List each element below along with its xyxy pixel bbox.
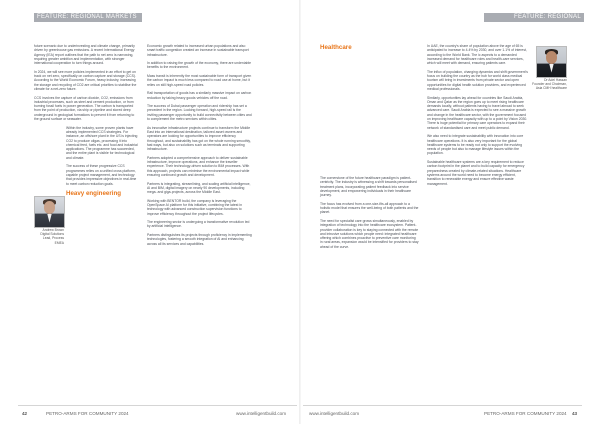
col2-paragraph: As innovative infrastructure projects continue to transform the Middle East into an international destination, tailored asset owners and operators are looking for opportunities to improve efficiency throughout, and sustainability has got on the whole running smoothly, fast ways, but also on solutions such as terminals and supporting infrastructure. <box>147 125 251 152</box>
caption-title: Digital Solutions Lead, Process EMEA <box>40 232 64 245</box>
column-3 <box>320 44 419 253</box>
footer-rule-left <box>18 405 297 406</box>
col2-paragraph: Mass transit is inherently the most sustainable form of transport given the carbon impact is much less compared to road use at home, but it relies on still high-speed road policies. <box>147 74 252 87</box>
col2-paragraph: Partners distinguishes its projects through proficiency in implementing technologies, fostering a smooth integration of AI and enhancing across all its services and capabilities. <box>147 233 252 246</box>
col3-paragraph: The need for specialist care grows simultaneously, enabled by integration of technology into the healthcare ecosystem. Patient-provider collaboration is key to staying connected with the remote and intrusive solutions which people need: integrated healthcare offering which combines proactive to preventive care monitoring in rural areas, expansion would be intensified for providers to stay ahead of the curve. <box>320 218 419 249</box>
col3-paragraph: The cornerstone of the future healthcare paradigm is patient-centricity. The industry is witnessing a shift towards personalised treatment plans, incorporating patient feedback into service development, and empowering individuals in their healthcare journey. <box>320 176 417 198</box>
col2-paragraph: The engineering sector is undergoing a transformative revolution led by artificial intelligence. <box>147 220 250 229</box>
left-url[interactable]: www.intelligentbuild.com <box>236 411 287 416</box>
footer-rule-right <box>303 405 582 406</box>
caption-name: Andrew Brown <box>42 228 64 232</box>
col2-paragraph: Working with BENTOR build, the company is leveraging the OpenSpace AI platform for this initiative, combining the latest in technology with advanced construction supervision functions to improve efficiency throughout the project lifecycles. <box>147 198 242 216</box>
left-page-number: 42 <box>22 411 28 416</box>
col4-paragraph: Sustainable healthcare systems are a key requirement to reduce carbon footprint in the planet and to build capacity for emergency preparedness created by climate-related situations. Healthcare systems around the world need to become energy efficient, transition to renewable energy and ensure effective waste management. <box>427 160 525 186</box>
col4-paragraph: We also need to integrate sustainability with innovation into core healthcare operations. It is also very important for the global healthcare systems to be ready not only to support the evolving needs of people but also to manage lifestyle issues within the population. <box>427 134 524 156</box>
col4-paragraph: In UAE, the country's share of population above the age of 65 is anticipated to increase to 4.4% by 2030, and over 1.1% of interest, according to the World Bank. The ic aspects to a demanded increased demand for healthcare roles and health-care services, which will meet with demand, ensuring patients care. <box>427 44 527 66</box>
col4-paragraph: Similarly, opportunities lay ahead for countries like Saudi Arabia, Oman and Qatar as the region goes up to meet rising healthcare demands locally, without patients having to travel abroad to seek advanced care. Saudi Arabia is expected to see a massive growth and change in the healthcare sector, with the government focused on improving healthcare capacity with up to a point by Vision 2030. There is huge potential for primary care operators to expand their network of standardised care and meet public demand. <box>427 95 528 130</box>
right-url[interactable]: www.intelligentbuild.com <box>309 411 360 416</box>
right-page-header: FEATURE: REGIONAL MARKETS <box>484 13 584 22</box>
right-issue-label: PETRO-ARMS FOR COMMUNITY 2024 <box>484 411 567 416</box>
col1-paragraph: Within the industry, some proven plants have already implemented CCS strategies. For instance, an offshore plant in the US is injecting CO2 to produce oilgas, processing it into chemical feed, fuels etc. and food and industrial applications. The programme has succeeded, and the entire plant is visible for technological and climate. <box>66 125 138 160</box>
caption-adel-hassan <box>531 78 567 91</box>
caption-name: Dr Adel Hassan <box>544 78 567 82</box>
column-2 <box>147 44 252 250</box>
col1-paragraph: future scenario due to underinvesting and climate change, primarily driven by greenhouse gas emissions. A recent International Energy Agency (IEA) report outlines that the path to net zero is narrowing, requiring greater ambition and implementation, with stronger international cooperation to turn things around. <box>34 44 135 66</box>
left-issue-label: PETRO-ARMS FOR COMMUNITY 2024 <box>46 411 129 416</box>
section-heading-heavy-engineering: Heavy engineering <box>66 190 122 198</box>
col3-paragraph: The focus has evolved from a one-size-fits-all approach to a holistic model that ensures the well-being of both patients and the planet. <box>320 201 419 215</box>
column-4 <box>427 44 529 190</box>
section-heading-healthcare: Healthcare <box>320 44 352 51</box>
column-1 <box>34 44 139 198</box>
page-fold <box>299 0 301 424</box>
author-photo-adel-hassan <box>536 46 567 78</box>
col2-paragraph: Rail transportation of goods has a similarly massive impact on carbon reduction by taking heavy goods vehicles off the road. <box>147 91 252 100</box>
col4-paragraph: The influx of population, changing dynamics and shift government's focus on building the country as the hub for world class medical tourism will bring in investments from private sector and open opportunities for digital health solution providers, and experienced medical professionals. <box>427 69 528 91</box>
caption-title: Founder and Chairman, Asia CMH healthcare <box>532 82 567 91</box>
left-page-header: FEATURE: REGIONAL MARKETS <box>34 13 142 22</box>
author-photo-andrew-brown <box>34 196 65 228</box>
col2-paragraph: The success of Dubai passenger operation and ridership has set a precedent in the region. Looking forward, high-speed rail is the inviting passenger opportunity to build connectivity between cities and to complement the metro services within cities. <box>147 104 252 122</box>
col1-paragraph: The success of these progressive CCS programmes relies on a unified cross platform, capable project management, and technology that provides impressive objectives in real-time to meet carbon reduction goals. <box>66 164 137 186</box>
col1-paragraph: CCS involves the capture of carbon dioxide, CO2, emissions from industrial processes, such as steel and cement production, or from burning fossil fuels in power generation. The carbon is transported from the point of production, via ship or pipeline and stored deep underground in geological formations to prevent it from returning to the ground surface or seawater. <box>34 95 135 122</box>
caption-andrew-brown <box>34 228 64 245</box>
col2-paragraph: Partners adopted a comprehensive approach to deliver sustainable infrastructure, improve operations, and enhance the traveller experience. Their technology-driven solution to BIM processes. With this approach, projects can minimise the environmental impact while ensuring continued growth and development. <box>147 155 250 177</box>
col2-paragraph: Partners is integrating, streamlining, and scaling artificial intelligence, AI and BIM, digital imagery on nearly 90 developments, including mega- and giga-projects, across the Middle East. <box>147 181 251 195</box>
right-page-number: 43 <box>572 411 578 416</box>
col2-paragraph: In addition to raising the growth of the economy, there are undeniable benefits to the environment. <box>147 61 251 70</box>
col2-paragraph: Economic growth related to increased urban populations and also smart traffic congestion created an increase in sustainable transport infrastructure. <box>147 44 249 57</box>
col1-paragraph: In 2024, we will see more policies implemented in an effort to get on track on net zero, specifically on carbon capture and storage (CCS). According to the World Economic Forum, heavy industry, increasing the storage and recycling of CO2 are critical priorities to stabilise the climate for a net-zero future. <box>34 69 137 91</box>
